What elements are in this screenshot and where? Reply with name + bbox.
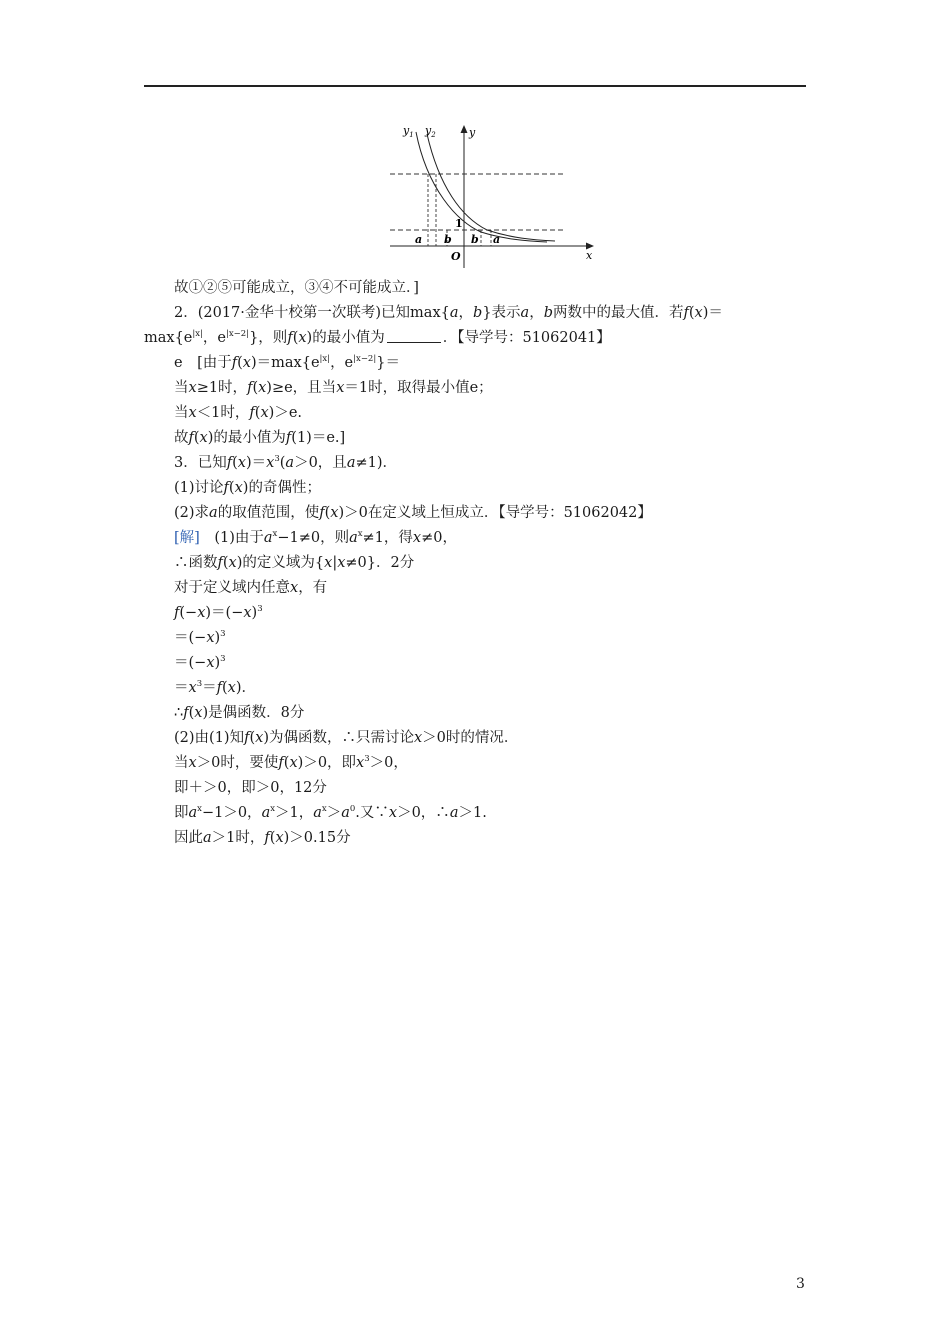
text: ∴函数 bbox=[174, 555, 218, 571]
var: x bbox=[337, 555, 346, 571]
var: a bbox=[285, 455, 295, 471]
text: ( bbox=[228, 480, 235, 496]
var: f bbox=[244, 730, 250, 746]
text-line-20 bbox=[144, 751, 808, 776]
text: ＞ bbox=[326, 805, 342, 821]
text: −1＞0， bbox=[201, 805, 262, 821]
text-line-21 bbox=[144, 776, 808, 801]
text: ＝(− bbox=[174, 655, 207, 671]
var: x bbox=[324, 555, 333, 571]
var: x bbox=[260, 405, 269, 421]
var: f bbox=[216, 680, 222, 696]
var: x bbox=[336, 380, 345, 396]
text: ( bbox=[237, 355, 243, 371]
var: a bbox=[261, 805, 271, 821]
text: ＝ bbox=[202, 680, 217, 696]
header-rule bbox=[144, 85, 806, 87]
text: ( bbox=[688, 305, 695, 321]
text: 当 bbox=[174, 755, 189, 771]
text: 的取值范围，使 bbox=[217, 505, 320, 521]
text: ( bbox=[279, 455, 286, 471]
sup: |x−2| bbox=[353, 354, 377, 364]
text: ( bbox=[222, 555, 229, 571]
sup: 3 bbox=[274, 454, 280, 464]
text: ( bbox=[269, 830, 276, 846]
text: ( bbox=[292, 330, 299, 346]
text: ( bbox=[324, 505, 331, 521]
var: f bbox=[319, 505, 325, 521]
text: ＝ bbox=[174, 680, 189, 696]
var: x bbox=[227, 680, 236, 696]
solution-marker: [解] bbox=[174, 530, 200, 546]
text: )＞0.15分 bbox=[283, 830, 351, 846]
y-axis-arrow bbox=[461, 125, 468, 133]
var: f bbox=[285, 430, 292, 446]
text-line-1 bbox=[144, 276, 808, 301]
label-y2: $y_2$ bbox=[425, 124, 436, 139]
text: ≥1时， bbox=[196, 380, 248, 396]
text: )的定义域为{ bbox=[236, 555, 325, 571]
sup: x bbox=[197, 804, 202, 814]
document-body bbox=[144, 276, 808, 851]
var: f bbox=[287, 330, 293, 346]
var: x bbox=[188, 380, 197, 396]
text: 故 bbox=[174, 430, 189, 446]
text: ( bbox=[254, 405, 261, 421]
text: )是偶函数．8分 bbox=[202, 705, 305, 721]
text: 2．(2017·金华十校第一次联考)已知max{ bbox=[174, 305, 450, 321]
text-line-9 bbox=[144, 476, 808, 501]
text: max{e bbox=[144, 330, 193, 346]
text-line-17 bbox=[144, 676, 808, 701]
text-line-3 bbox=[144, 326, 808, 351]
text: ( bbox=[193, 430, 200, 446]
text: ，e bbox=[330, 355, 354, 371]
var: x bbox=[237, 455, 246, 471]
text-line-5 bbox=[144, 376, 808, 401]
var: f bbox=[188, 430, 194, 446]
text: 对于定义域内任意 bbox=[174, 580, 290, 596]
text: 当 bbox=[174, 405, 189, 421]
text: ＜1时， bbox=[196, 405, 250, 421]
sup: 3 bbox=[220, 629, 226, 639]
sup: |x| bbox=[319, 354, 331, 364]
sup: 0 bbox=[349, 804, 356, 814]
text: ( bbox=[252, 380, 259, 396]
label-origin: O bbox=[451, 250, 461, 263]
text: ) bbox=[214, 630, 221, 646]
var: x bbox=[356, 755, 365, 771]
var: b bbox=[473, 305, 483, 321]
text: )＝max{e bbox=[250, 355, 320, 371]
var: x bbox=[275, 830, 284, 846]
sup: 3 bbox=[257, 604, 263, 614]
sup: x bbox=[357, 529, 363, 539]
text-line-10 bbox=[144, 501, 808, 526]
page-number: 3 bbox=[796, 1276, 805, 1292]
text: (1)讨论 bbox=[174, 480, 224, 496]
var: x bbox=[694, 305, 703, 321]
text-line-23 bbox=[144, 826, 808, 851]
sup: x bbox=[270, 804, 276, 814]
var: a bbox=[346, 455, 356, 471]
text: )＞0，即 bbox=[297, 755, 357, 771]
text: 因此 bbox=[174, 830, 203, 846]
text: ＞0，∴ bbox=[397, 805, 450, 821]
text: ) bbox=[214, 655, 221, 671]
text: )＞0在定义域上恒成立．【导学号：51062042】 bbox=[338, 505, 652, 521]
text: )≥e，且当 bbox=[266, 380, 337, 396]
text: ＞1， bbox=[275, 805, 314, 821]
var: f bbox=[683, 305, 689, 321]
label-a-right: a bbox=[493, 233, 501, 246]
var: f bbox=[217, 555, 223, 571]
var: x bbox=[242, 355, 251, 371]
var: f bbox=[231, 355, 238, 371]
var: x bbox=[197, 605, 206, 621]
text: 故①②⑤可能成立，③④不可能成立．] bbox=[174, 280, 419, 296]
label-y-axis: y bbox=[469, 126, 476, 139]
text: 即 bbox=[174, 805, 189, 821]
var: x bbox=[388, 805, 398, 821]
text-line-8 bbox=[144, 451, 808, 476]
var: b bbox=[543, 305, 553, 321]
text: ≠1，得 bbox=[362, 530, 413, 546]
var: a bbox=[449, 805, 459, 821]
text-line-12 bbox=[144, 551, 808, 576]
answer-blank bbox=[387, 328, 441, 343]
text: .又∵ bbox=[355, 805, 389, 821]
var: f bbox=[247, 380, 253, 396]
text: ( bbox=[188, 705, 195, 721]
text: ， bbox=[458, 305, 474, 321]
text: )的奇偶性； bbox=[242, 480, 321, 496]
text-line-13 bbox=[144, 576, 808, 601]
text: (2)求 bbox=[174, 505, 210, 521]
text: )的最小值为 bbox=[207, 430, 286, 446]
text: ＞0时的情况． bbox=[422, 730, 519, 746]
text: ( bbox=[283, 755, 290, 771]
text: (1)＝e.] bbox=[291, 430, 346, 446]
var: a bbox=[313, 805, 322, 821]
var: x bbox=[413, 730, 423, 746]
sup: |x−2| bbox=[226, 329, 250, 339]
var: x bbox=[206, 655, 215, 671]
text: 两数中的最大值．若 bbox=[553, 305, 684, 321]
var: x bbox=[412, 530, 422, 546]
label-a-left: a bbox=[415, 233, 423, 246]
text: ＞0， bbox=[369, 755, 408, 771]
var: x bbox=[255, 730, 264, 746]
sup: x bbox=[321, 804, 327, 814]
var: x bbox=[194, 705, 203, 721]
text: }，则 bbox=[249, 330, 288, 346]
text: | bbox=[332, 555, 338, 571]
var: f bbox=[278, 755, 284, 771]
text: ， bbox=[529, 305, 544, 321]
text: ．【导学号：51062041】 bbox=[442, 330, 611, 346]
var: a bbox=[263, 530, 273, 546]
text: ≠1)． bbox=[355, 455, 398, 471]
text: 当 bbox=[174, 380, 189, 396]
text: )． bbox=[235, 680, 257, 696]
var: f bbox=[174, 605, 180, 621]
var: x bbox=[199, 430, 208, 446]
var: a bbox=[520, 305, 530, 321]
text: ≠0， bbox=[421, 530, 457, 546]
text: ＝1时，取得最小值e； bbox=[344, 380, 493, 396]
var: x bbox=[206, 630, 215, 646]
text: ) bbox=[251, 605, 258, 621]
var: a bbox=[209, 505, 218, 521]
var: a bbox=[341, 805, 350, 821]
text-line-14 bbox=[144, 601, 808, 626]
text: ＞0，且 bbox=[294, 455, 347, 471]
text: ＞1时， bbox=[211, 830, 265, 846]
var: x bbox=[188, 680, 197, 696]
var: x bbox=[228, 555, 237, 571]
text: 3．已知 bbox=[174, 455, 227, 471]
text: ＞0时，要使 bbox=[196, 755, 279, 771]
text: ＝(− bbox=[174, 630, 207, 646]
text: }表示 bbox=[482, 305, 521, 321]
text-line-15 bbox=[144, 626, 808, 651]
var: a bbox=[203, 830, 212, 846]
function-graph bbox=[385, 120, 600, 270]
text-line-4 bbox=[144, 351, 808, 376]
text: }＝ bbox=[376, 355, 400, 371]
var: a bbox=[349, 530, 358, 546]
var: a bbox=[188, 805, 198, 821]
sup: 3 bbox=[220, 654, 226, 664]
text: )＝ bbox=[245, 455, 267, 471]
text-line-2 bbox=[144, 301, 808, 326]
var: x bbox=[188, 405, 197, 421]
text: ≠0}．2分 bbox=[345, 555, 415, 571]
text-line-7 bbox=[144, 426, 808, 451]
text: )＝(− bbox=[205, 605, 244, 621]
var: x bbox=[266, 455, 275, 471]
var: x bbox=[188, 755, 197, 771]
sup: |x| bbox=[192, 329, 203, 339]
text-line-22 bbox=[144, 801, 808, 826]
label-b-right: b bbox=[471, 233, 479, 246]
label-b-left: b bbox=[444, 233, 452, 246]
text: 即＋＞0，即＞0，12分 bbox=[174, 780, 327, 796]
text-line-18 bbox=[144, 701, 808, 726]
var: x bbox=[258, 380, 267, 396]
text-line-16 bbox=[144, 651, 808, 676]
text: (1)由于 bbox=[199, 530, 264, 546]
text: (− bbox=[179, 605, 198, 621]
sup: x bbox=[272, 529, 278, 539]
text: ( bbox=[232, 455, 238, 471]
text-line-11 bbox=[144, 526, 808, 551]
curve-y2 bbox=[427, 134, 555, 241]
text: ∴ bbox=[174, 705, 184, 721]
text: (2)由(1)知 bbox=[174, 730, 245, 746]
var: x bbox=[289, 755, 298, 771]
var: x bbox=[330, 505, 339, 521]
var: f bbox=[183, 705, 189, 721]
text: −1≠0，则 bbox=[277, 530, 350, 546]
var: x bbox=[234, 480, 243, 496]
var: x bbox=[243, 605, 252, 621]
text: ，有 bbox=[298, 580, 328, 596]
var: f bbox=[223, 480, 229, 496]
label-y1: $y_1$ bbox=[403, 124, 414, 139]
text: )＞e. bbox=[268, 405, 303, 421]
var: f bbox=[264, 830, 270, 846]
text: )＝ bbox=[702, 305, 723, 321]
text-line-19 bbox=[144, 726, 808, 751]
text: )的最小值为 bbox=[306, 330, 385, 346]
sup: 3 bbox=[196, 679, 203, 689]
var: x bbox=[298, 330, 307, 346]
var: x bbox=[290, 580, 299, 596]
text-line-6 bbox=[144, 401, 808, 426]
text: ( bbox=[249, 730, 256, 746]
text: ，e bbox=[202, 330, 227, 346]
label-x-axis: x bbox=[586, 249, 593, 262]
text: )为偶函数，∴只需讨论 bbox=[263, 730, 414, 746]
sup: 3 bbox=[364, 754, 370, 764]
var: f bbox=[226, 455, 233, 471]
text: ( bbox=[221, 680, 228, 696]
text: e [由于 bbox=[174, 355, 232, 371]
var: f bbox=[249, 405, 255, 421]
var: a bbox=[449, 305, 459, 321]
label-one: 1 bbox=[455, 217, 463, 230]
text: ＞1. bbox=[458, 805, 487, 821]
